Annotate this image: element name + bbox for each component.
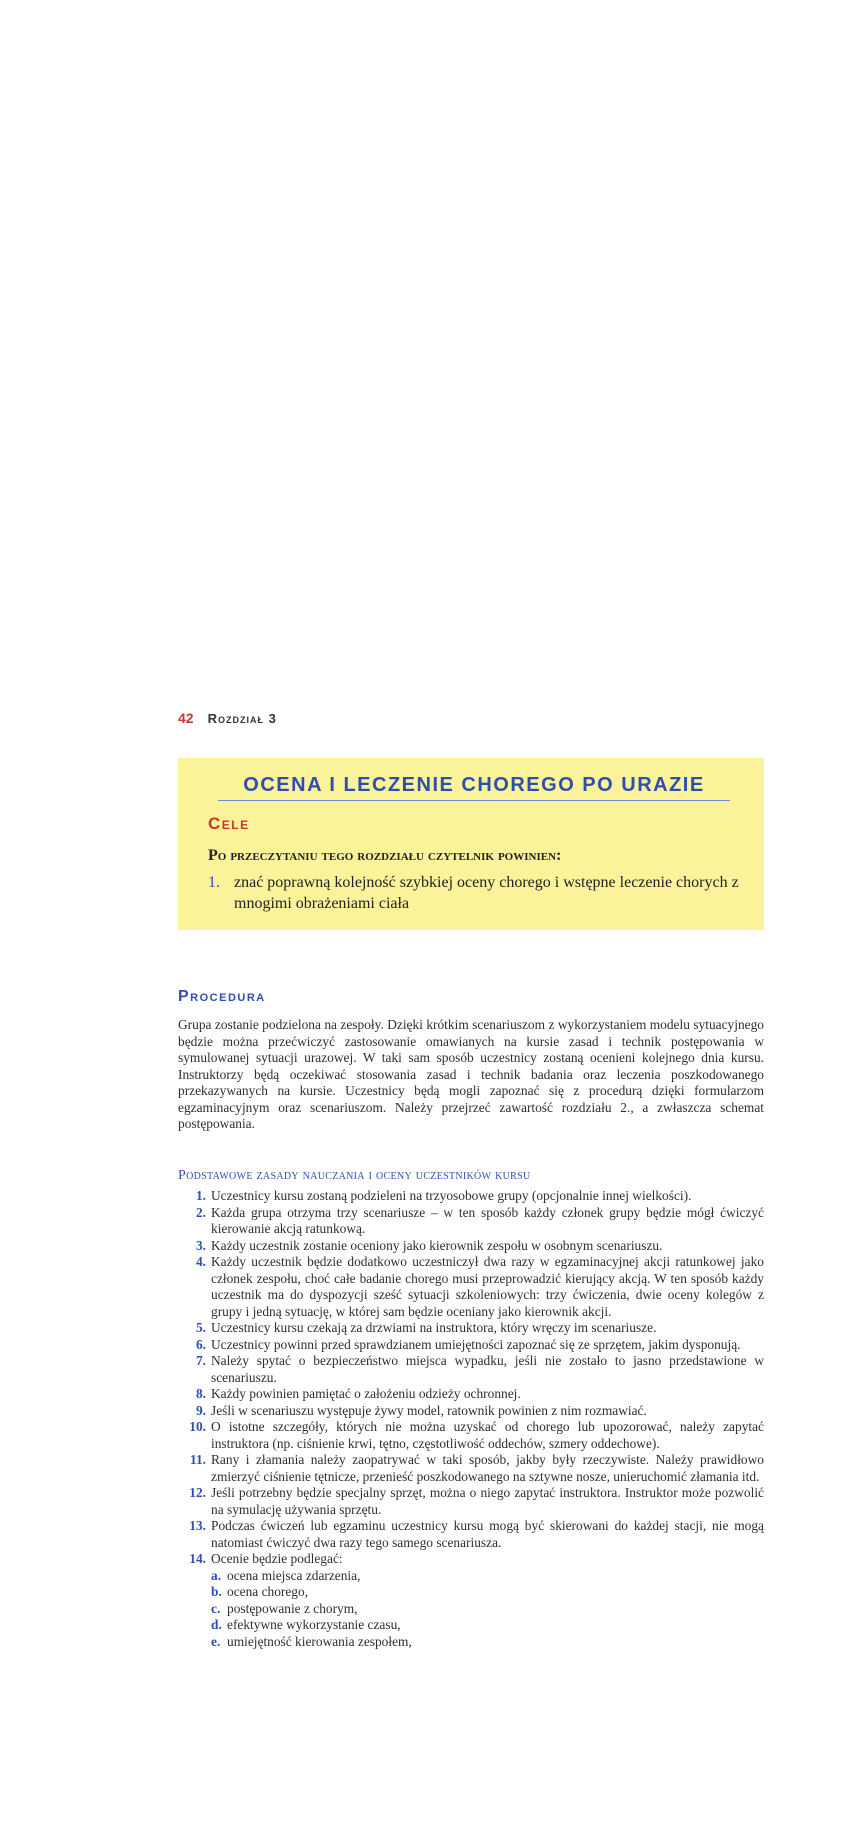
rule-item [178, 1238, 764, 1255]
rule-item [178, 1320, 764, 1337]
rule-text-block [211, 1386, 764, 1403]
subitem-text: umiejętność kierowania zespołem, [227, 1633, 412, 1649]
chapter-label: Rozdział 3 [207, 711, 277, 726]
rule-text-block [211, 1320, 764, 1337]
page-number: 42 [178, 710, 194, 726]
rule-item [178, 1205, 764, 1238]
procedure-paragraph: Grupa zostanie podzielona na zespoły. Dzięki krótkim scenariuszom z wykorzystaniem modelu sytuacyjnego będzie można przećwiczyć zastosowanie omawianych na kursie zasad i technik postępowania w symulowanej sytuacji urazowej. W taki sam sposób uczestnicy zostaną ocenieni kolejnego dnia kursu. Instruktorzy będą oczekiwać stosowania zasad i technik badania oraz leczenia poszkodowanego przekazywanych na kursie. Uczestnicy będą mogli zapoznać się z procedurą dzięki formularzom egzaminacyjnym oraz scenariuszom. Należy przejrzeć zawartość rozdziału 2., a zwłaszcza schemat postępowania. [178, 1017, 764, 1131]
subitem-text: postępowanie z chorym, [227, 1600, 358, 1616]
rule-text: Każdy uczestnik zostanie oceniony jako kierownik zespołu w osobnym scenariuszu. [211, 1237, 663, 1253]
subitem-text: ocena chorego, [227, 1584, 309, 1599]
rule-number: 10. [189, 1419, 206, 1434]
goals-intro: Po przeczytaniu tego rozdziału czytelnik powinien: [208, 847, 562, 864]
rule-number: 8. [195, 1386, 206, 1401]
page-header [178, 710, 277, 726]
rule-text-block [211, 1337, 764, 1354]
rule-text-block [211, 1485, 764, 1518]
rule-item [178, 1353, 764, 1386]
rule-text: Jeśli w scenariuszu występuje żywy model, ratownik powinien z nim rozmawiać. [211, 1402, 647, 1418]
rule-text: Ocenie będzie podlegać: [211, 1551, 343, 1566]
rule-item [178, 1452, 764, 1485]
rule-text: O istotne szczegóły, których nie można uzyskać od chorego lub upozorować, należy zapytać instruktora (np. ciśnienie krwi, tętno, częstotliwość oddechów, szmery oddechowe). [211, 1419, 764, 1451]
rule-text-block [211, 1188, 764, 1205]
goal-number: 1. [208, 874, 220, 891]
objectives-box [178, 758, 764, 930]
rule-text-block [211, 1254, 764, 1320]
goal-text: znać poprawną kolejność szybkiej oceny chorego i wstępne leczenie chorych z mnogimi obrażeniami ciała [234, 874, 739, 912]
rule-sublist [211, 1568, 764, 1651]
rule-text: Każdy uczestnik będzie dodatkowo uczestniczył dwa razy w egzaminacyjnej akcji ratunkowej jako członek zespołu, choć całe badanie chorego musi przeprowadzić kierujący akcją. W ten sposób każdy uczestnik ma do dyspozycji sześć sytuacji szkoleniowych: trzy ćwiczenia, dwie oceny kolegów z grupy i jedną sytuację, w której sam będzie oceniany jako kierownik akcji. [211, 1254, 764, 1319]
rule-number: 4. [195, 1254, 206, 1269]
rule-item [178, 1485, 764, 1518]
rule-number: 7. [195, 1353, 206, 1368]
subitem-letter: d. [211, 1617, 222, 1632]
rule-number: 1. [195, 1188, 206, 1203]
rules-heading: Podstawowe zasady nauczania i oceny uczestników kursu [178, 1168, 531, 1183]
rule-number: 9. [195, 1402, 206, 1418]
rule-text-block [211, 1452, 764, 1485]
goal-item [208, 872, 748, 914]
rule-text-block [211, 1551, 764, 1650]
rule-subitem [211, 1634, 764, 1651]
rule-text: Każdy powinien pamiętać o założeniu odzieży ochronnej. [211, 1386, 521, 1401]
rule-item [178, 1254, 764, 1320]
subitem-letter: c. [211, 1600, 221, 1616]
rule-number: 3. [195, 1237, 206, 1253]
rule-text-block [211, 1419, 764, 1452]
procedure-heading: Procedura [178, 988, 266, 1005]
rule-subitem [211, 1601, 764, 1618]
rule-text: Uczestnicy powinni przed sprawdzianem umiejętności zapoznać się ze sprzętem, jakim dysponują. [211, 1336, 741, 1352]
rule-text-block [211, 1403, 764, 1420]
rule-number: 14. [189, 1551, 206, 1566]
subitem-letter: e. [211, 1633, 221, 1649]
subitem-letter: b. [211, 1584, 222, 1599]
box-title: OCENA I LECZENIE CHOREGO PO URAZIE [218, 774, 730, 801]
subitem-text: efektywne wykorzystanie czasu, [227, 1617, 401, 1632]
rule-item [178, 1188, 764, 1205]
rule-text-block [211, 1518, 764, 1551]
rule-number: 11. [190, 1452, 206, 1467]
rule-number: 5. [195, 1320, 206, 1335]
rule-text: Jeśli potrzebny będzie specjalny sprzęt, można o niego zapytać instruktora. Instruktor może pozwolić na symulację używania sprzętu. [211, 1485, 764, 1517]
rule-text: Uczestnicy kursu czekają za drzwiami na instruktora, który wręczy im scenariusze. [211, 1320, 657, 1335]
rule-item [178, 1386, 764, 1403]
rule-subitem [211, 1584, 764, 1601]
rule-item [178, 1419, 764, 1452]
rule-text: Podczas ćwiczeń lub egzaminu uczestnicy kursu mogą być skierowani do każdej stacji, nie mogą natomiast ćwiczyć dwa razy tego samego scenariusza. [211, 1518, 764, 1550]
subitem-letter: a. [211, 1567, 222, 1583]
rule-text: Należy spytać o bezpieczeństwo miejsca wypadku, jeśli nie zostało to jasno przedstawione w scenariuszu. [211, 1353, 764, 1385]
rule-text-block [211, 1205, 764, 1238]
rule-number: 6. [195, 1336, 206, 1352]
rule-subitem [211, 1568, 764, 1585]
rule-text: Rany i złamania należy zaopatrywać w taki sposób, jakby były rzeczywiste. Należy prawidłowo zmierzyć ciśnienie tętnicze, przenieść poszkodowanego na sztywne nosze, unieruchomić złamania itd. [211, 1452, 764, 1484]
subitem-text: ocena miejsca zdarzenia, [227, 1567, 361, 1583]
rule-text-block [211, 1238, 764, 1255]
rule-number: 13. [189, 1518, 206, 1533]
rule-text: Każda grupa otrzyma trzy scenariusze – w ten sposób każdy członek grupy będzie mógł ćwiczyć kierowanie akcją ratunkową. [211, 1204, 764, 1236]
rule-text: Uczestnicy kursu zostaną podzieleni na trzyosobowe grupy (opcjonalnie innej wielkości). [211, 1188, 692, 1203]
rule-subitem [211, 1617, 764, 1634]
rule-item [178, 1518, 764, 1551]
rules-list [178, 1188, 764, 1650]
rule-number: 2. [195, 1204, 206, 1220]
rule-item [178, 1551, 764, 1650]
rule-number: 12. [189, 1485, 206, 1500]
rule-text-block [211, 1353, 764, 1386]
goals-heading: Cele [208, 814, 250, 833]
rule-item [178, 1403, 764, 1420]
rule-item [178, 1337, 764, 1354]
